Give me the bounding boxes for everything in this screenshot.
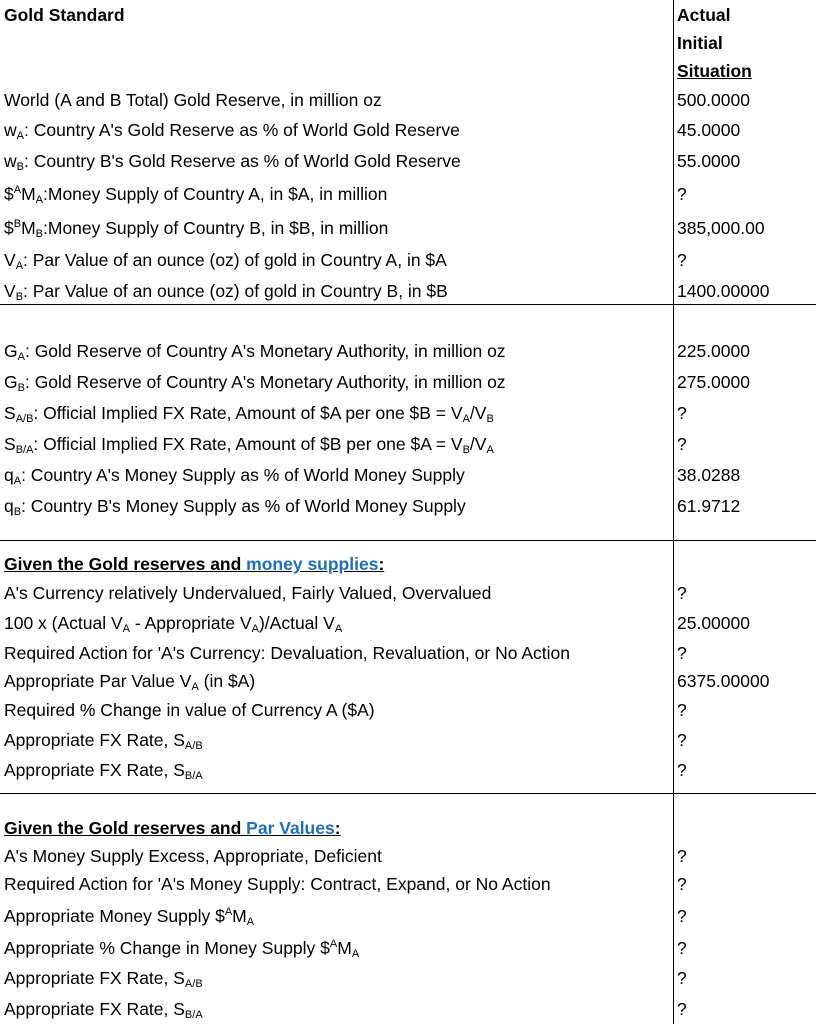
row-appropriate-money-supply-value[interactable]: ?	[677, 906, 687, 926]
row-sba-value[interactable]: ?	[677, 434, 687, 454]
row-money-supply-pct-change-label[interactable]: Appropriate % Change in Money Supply $\$^AM_A$	[4, 938, 360, 960]
row-pct-diff-value[interactable]: 25.00000	[677, 613, 750, 633]
row-sab-label[interactable]: $S_{A/B}$: Official Implied FX Rate, Amount of $A per one $B = $V_A/V_B$	[4, 403, 494, 425]
row-world-gold-reserve-value[interactable]: 500.0000	[677, 90, 750, 110]
row-currency-action-label[interactable]: Required Action for 'A's Currency: Devaluation, Revaluation, or No Action	[4, 643, 570, 663]
row-par-value-b-value[interactable]: 1400.00000	[677, 281, 770, 301]
row-gb-value[interactable]: 275.0000	[677, 372, 750, 392]
row-money-supply-a-label[interactable]: $\$^AM_A:Money$ Supply of Country A, in $A, in million	[4, 184, 388, 206]
row-qa-label[interactable]: $q_A$: Country A's Money Supply as % of World Money Supply	[4, 465, 465, 487]
row-appropriate-par-value[interactable]: 6375.00000	[677, 671, 770, 691]
row-qb-label[interactable]: $q_B$: Country B's Money Supply as % of World Money Supply	[4, 496, 466, 518]
column-header-line-3[interactable]: Situation	[677, 61, 752, 81]
row-fx2-sab-label[interactable]: Appropriate FX Rate, $S_{A/B}$	[4, 968, 203, 990]
row-fx-sab-label[interactable]: Appropriate FX Rate, $S_{A/B}$	[4, 730, 203, 752]
row-money-supply-b-label[interactable]: $\$^BM_B:Money$ Supply of Country B, in $B, in million	[4, 218, 389, 240]
column-header-line-2[interactable]: Initial	[677, 33, 723, 53]
row-money-supply-status-value[interactable]: ?	[677, 846, 687, 866]
par-values-link[interactable]: Par Values	[246, 818, 335, 838]
row-money-supply-status-label[interactable]: A's Money Supply Excess, Appropriate, Deficient	[4, 846, 382, 866]
row-par-value-a-label[interactable]: $V_A$: Par Value of an ounce (oz) of gold in Country A, in $A	[4, 250, 447, 272]
row-ga-label[interactable]: $G_A$: Gold Reserve of Country A's Monetary Authority, in million oz	[4, 341, 506, 363]
section3-heading[interactable]: Given the Gold reserves and money supplies:	[4, 554, 385, 574]
row-wb-label[interactable]: $w_B$: Country B's Gold Reserve as % of World Gold Reserve	[4, 151, 461, 173]
row-currency-pct-change-value[interactable]: ?	[677, 700, 687, 720]
row-currency-pct-change-label[interactable]: Required % Change in value of Currency A ($A)	[4, 700, 375, 720]
row-money-supply-action-label[interactable]: Required Action for 'A's Money Supply: Contract, Expand, or No Action	[4, 874, 551, 894]
row-wa-value[interactable]: 45.0000	[677, 120, 741, 140]
row-ga-value[interactable]: 225.0000	[677, 341, 750, 361]
row-world-gold-reserve-label[interactable]: World (A and B Total) Gold Reserve, in million oz	[4, 90, 382, 110]
section-divider-3	[0, 793, 816, 794]
row-gb-label[interactable]: $G_B$: Gold Reserve of Country A's Monetary Authority, in million oz	[4, 372, 506, 394]
row-qb-value[interactable]: 61.9712	[677, 496, 741, 516]
row-fx2-sab-value[interactable]: ?	[677, 968, 687, 988]
row-fx2-sba-value[interactable]: ?	[677, 999, 687, 1019]
row-wb-value[interactable]: 55.0000	[677, 151, 741, 171]
row-currency-action-value[interactable]: ?	[677, 643, 687, 663]
row-qa-value[interactable]: 38.0288	[677, 465, 741, 485]
row-valuation-value[interactable]: ?	[677, 583, 687, 603]
row-fx-sab-value[interactable]: ?	[677, 730, 687, 750]
column-header-line-1[interactable]: Actual	[677, 5, 731, 25]
row-appropriate-par-label[interactable]: Appropriate Par Value $V_A$ (in $A)	[4, 671, 256, 693]
section-divider-2	[0, 540, 816, 541]
row-money-supply-pct-change-value[interactable]: ?	[677, 938, 687, 958]
row-wa-label[interactable]: $w_A$: Country A's Gold Reserve as % of World Gold Reserve	[4, 120, 460, 142]
row-pct-diff-label[interactable]: 100 x (Actual $V_A$ - Appropriate $V_A$)/Actual $V_A$	[4, 613, 343, 635]
row-valuation-label[interactable]: A's Currency relatively Undervalued, Fairly Valued, Overvalued	[4, 583, 492, 603]
section4-heading[interactable]: Given the Gold reserves and Par Values:	[4, 818, 341, 838]
money-supplies-link[interactable]: money supplies	[246, 554, 379, 574]
row-sab-value[interactable]: ?	[677, 403, 687, 423]
row-money-supply-action-value[interactable]: ?	[677, 874, 687, 894]
row-appropriate-money-supply-label[interactable]: Appropriate Money Supply $\$^AM_A$	[4, 906, 255, 928]
row-par-value-b-label[interactable]: $V_B$: Par Value of an ounce (oz) of gold in Country B, in $B	[4, 281, 448, 303]
row-sba-label[interactable]: $S_{B/A}$: Official Implied FX Rate, Amount of $B per one $A = $V_B/V_A$	[4, 434, 494, 456]
row-fx-sba-value[interactable]: ?	[677, 760, 687, 780]
row-money-supply-b-value[interactable]: 385,000.00	[677, 218, 765, 238]
row-money-supply-a-value[interactable]: ?	[677, 184, 687, 204]
row-fx-sba-label[interactable]: Appropriate FX Rate, $S_{B/A}$	[4, 760, 203, 782]
row-fx2-sba-label[interactable]: Appropriate FX Rate, $S_{B/A}$	[4, 999, 203, 1021]
row-par-value-a-value[interactable]: ?	[677, 250, 687, 270]
sheet-title[interactable]: Gold Standard	[4, 5, 125, 25]
section-divider-1	[0, 304, 816, 305]
column-divider	[673, 0, 674, 1024]
